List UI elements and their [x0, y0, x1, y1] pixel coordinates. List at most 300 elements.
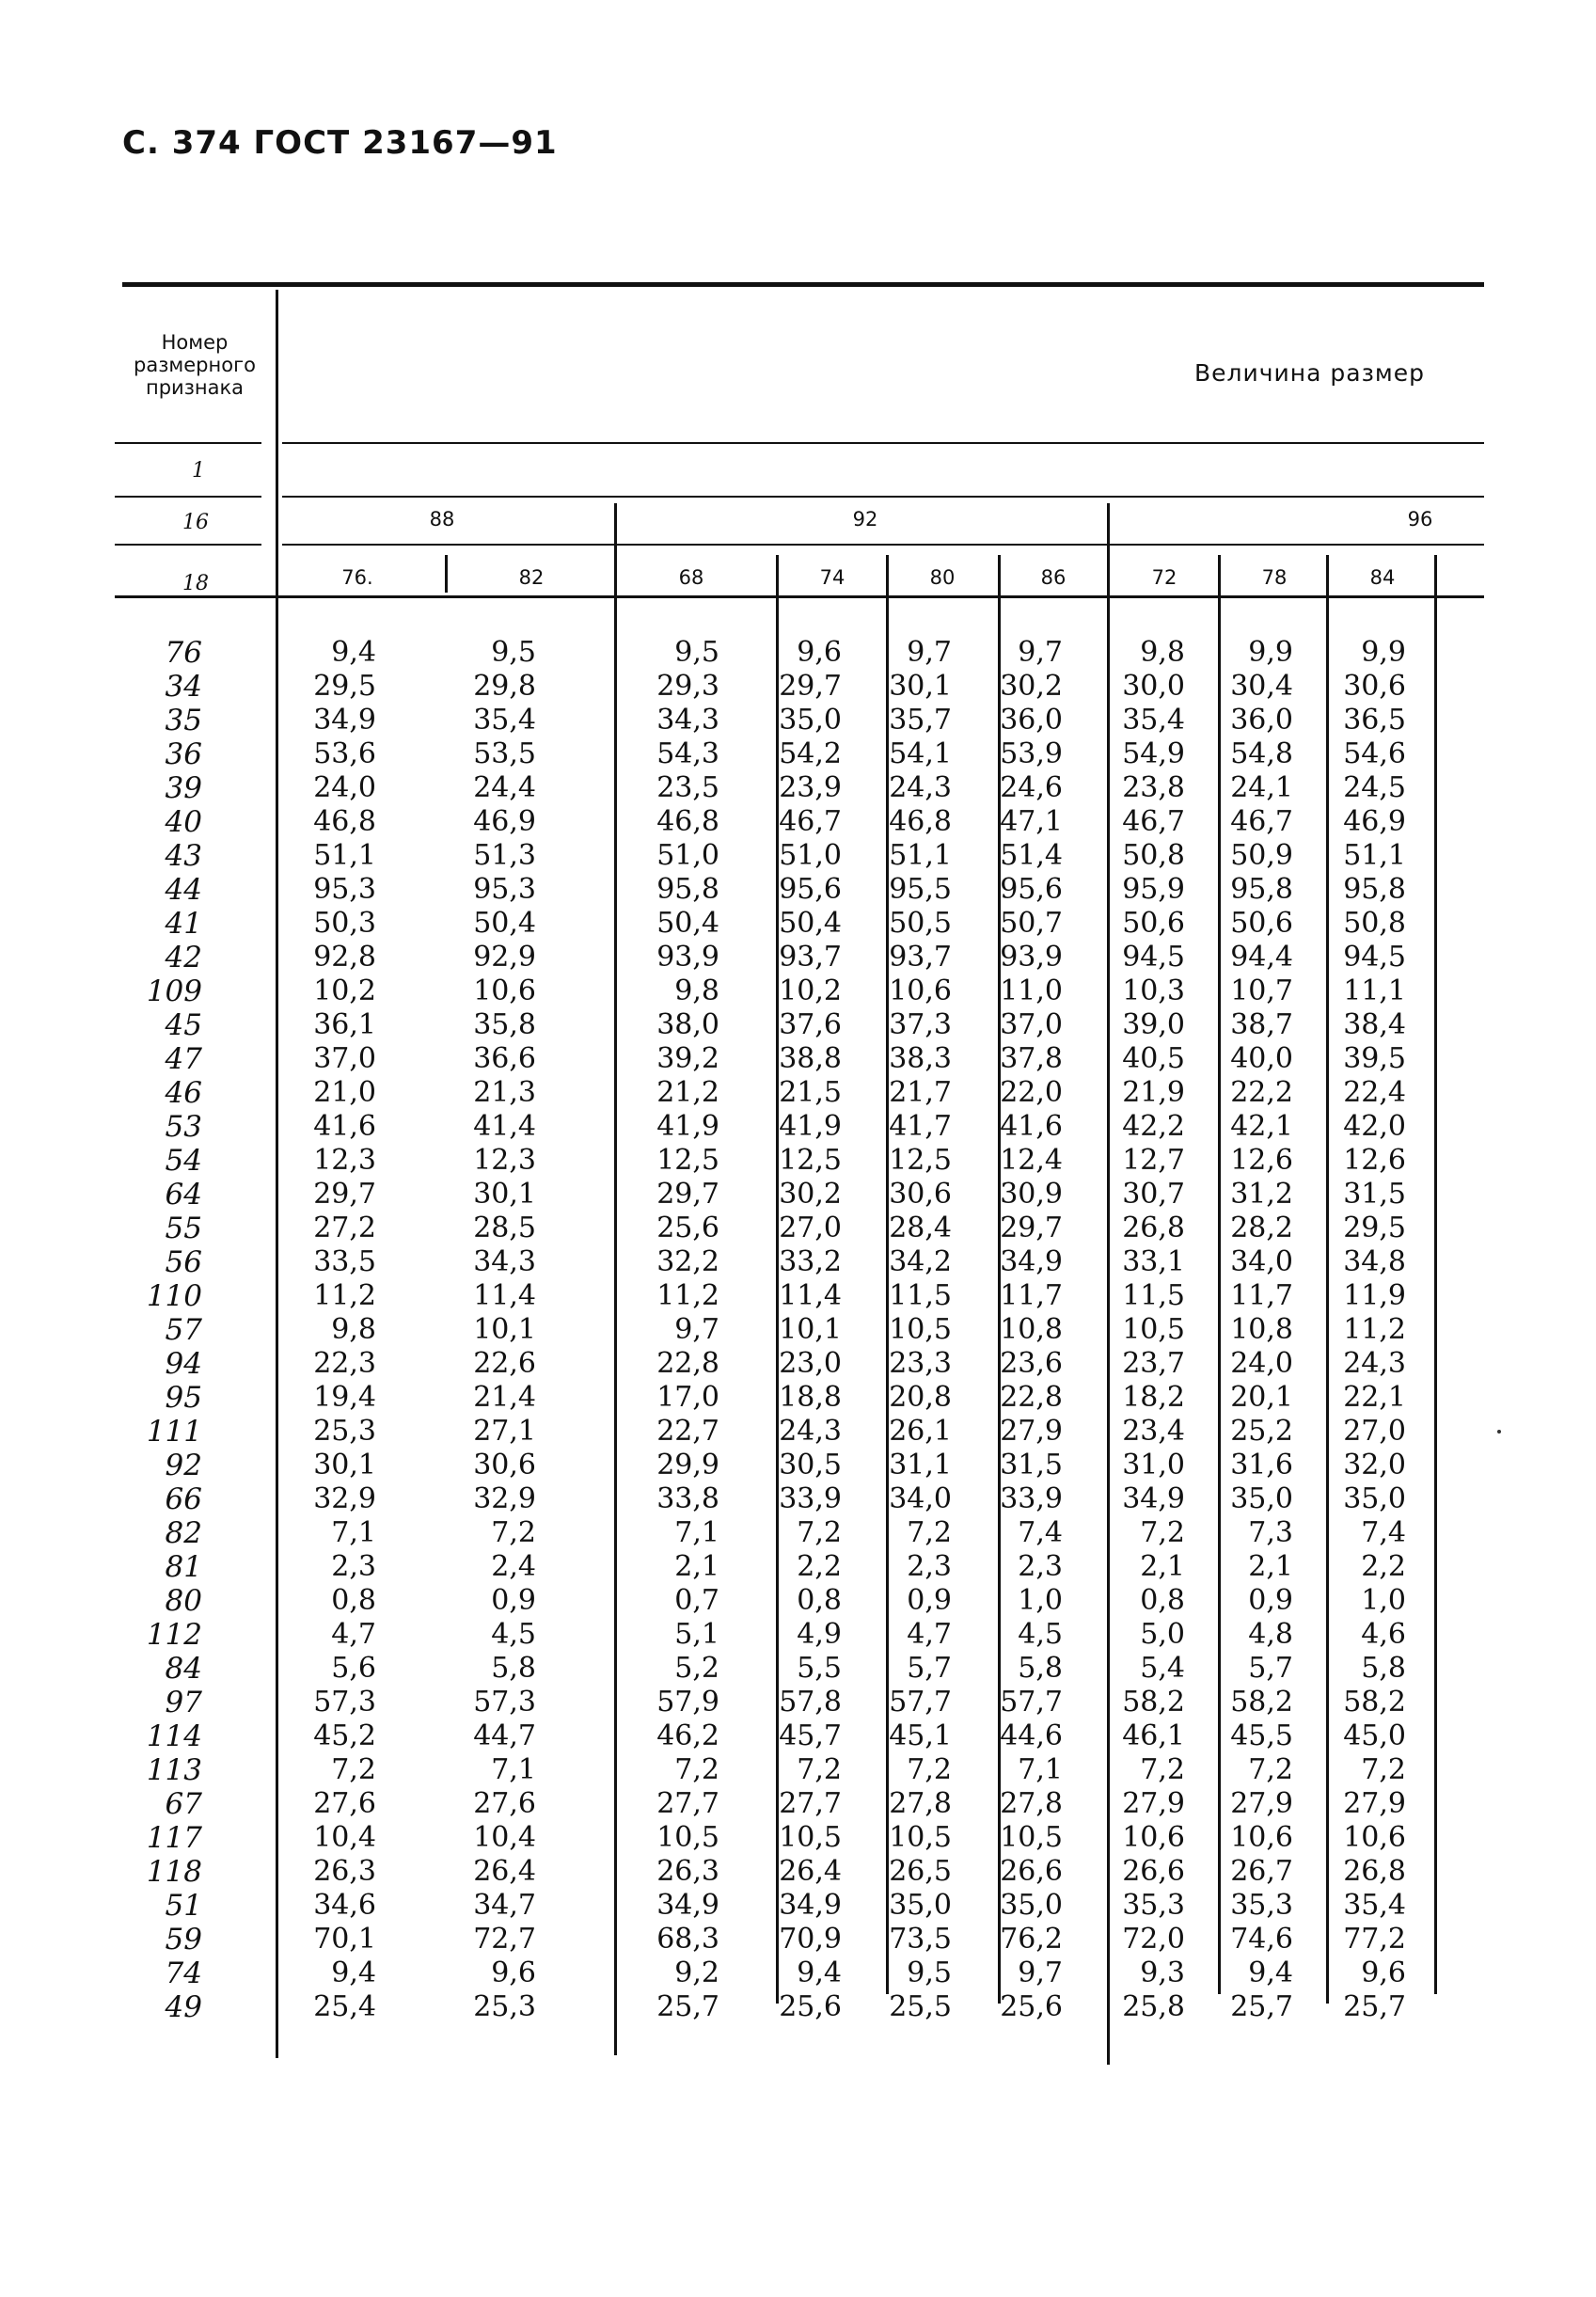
table-cell: 20,8 — [889, 1381, 952, 1414]
table-cell: 30,0 — [1122, 670, 1185, 703]
table-cell: 29,7 — [779, 670, 842, 703]
table-cell: 70,1 — [313, 1923, 376, 1956]
table-cell: 26,5 — [889, 1855, 952, 1888]
table-row — [0, 1144, 1596, 1178]
table-cell: 23,4 — [1122, 1415, 1185, 1448]
table-cell: 10,3 — [1122, 974, 1185, 1007]
table-cell: 9,8 — [331, 1313, 376, 1346]
row-number: 112 — [146, 1618, 202, 1652]
table-cell: 25,3 — [473, 1990, 536, 2023]
table-cell: 24,3 — [889, 771, 952, 804]
table-row — [0, 1212, 1596, 1245]
header-label-16: 16 — [182, 511, 209, 534]
table-cell: 95,8 — [1230, 873, 1293, 906]
table-cell: 30,5 — [779, 1449, 842, 1481]
table-cell: 51,1 — [313, 839, 376, 872]
table-cell: 34,9 — [1122, 1482, 1185, 1515]
table-cell: 23,5 — [656, 771, 719, 804]
table-cell: 5,8 — [491, 1652, 536, 1685]
table-cell: 12,3 — [473, 1144, 536, 1177]
table-cell: 5,7 — [907, 1652, 952, 1685]
table-cell: 34,0 — [1230, 1245, 1293, 1278]
table-cell: 35,4 — [1122, 704, 1185, 737]
table-cell: 0,9 — [491, 1584, 536, 1617]
table-row — [0, 1550, 1596, 1584]
table-cell: 50,4 — [656, 907, 719, 940]
table-cell: 9,5 — [491, 636, 536, 669]
table-cell: 29,8 — [473, 670, 536, 703]
table-cell: 45,1 — [889, 1719, 952, 1752]
table-cell: 34,3 — [656, 704, 719, 737]
table-cell: 32,9 — [313, 1482, 376, 1515]
table-cell: 27,7 — [656, 1787, 719, 1820]
table-cell: 58,2 — [1122, 1686, 1185, 1719]
table-cell: 28,4 — [889, 1212, 952, 1244]
table-cell: 10,5 — [889, 1821, 952, 1854]
table-cell: 37,6 — [779, 1008, 842, 1041]
row-number: 81 — [165, 1550, 202, 1584]
table-cell: 29,7 — [656, 1178, 719, 1211]
table-cell: 25,7 — [1230, 1990, 1293, 2023]
group-label-96: 96 — [1407, 508, 1433, 531]
table-cell: 30,1 — [313, 1449, 376, 1481]
table-cell: 9,9 — [1361, 636, 1406, 669]
table-cell: 9,6 — [1361, 1956, 1406, 1989]
table-cell: 42,0 — [1343, 1110, 1406, 1143]
table-row — [0, 771, 1596, 805]
table-cell: 41,7 — [889, 1110, 952, 1143]
table-cell: 9,3 — [1140, 1956, 1185, 1989]
column-title: Номер размерного признака — [134, 331, 256, 399]
row-number: 76 — [165, 636, 202, 670]
row-number: 117 — [146, 1821, 202, 1855]
table-cell: 21,2 — [656, 1076, 719, 1109]
table-row — [0, 805, 1596, 839]
table-cell: 41,9 — [656, 1110, 719, 1143]
table-cell: 32,9 — [473, 1482, 536, 1515]
table-cell: 10,8 — [1000, 1313, 1063, 1346]
table-cell: 33,5 — [313, 1245, 376, 1278]
table-cell: 22,4 — [1343, 1076, 1406, 1109]
table-cell: 41,6 — [313, 1110, 376, 1143]
table-cell: 30,7 — [1122, 1178, 1185, 1211]
table-cell: 27,6 — [313, 1787, 376, 1820]
table-cell: 5,6 — [331, 1652, 376, 1685]
page-header: С. 374 ГОСТ 23167—91 — [122, 124, 558, 162]
table-cell: 92,9 — [473, 941, 536, 974]
table-cell: 2,1 — [1140, 1550, 1185, 1583]
table-cell: 32,0 — [1343, 1449, 1406, 1481]
table-cell: 26,6 — [1122, 1855, 1185, 1888]
table-row — [0, 1753, 1596, 1787]
table-cell: 76,2 — [1000, 1923, 1063, 1956]
table-cell: 21,7 — [889, 1076, 952, 1109]
table-cell: 26,4 — [779, 1855, 842, 1888]
table-cell: 50,8 — [1343, 907, 1406, 940]
table-cell: 95,3 — [473, 873, 536, 906]
table-cell: 57,7 — [889, 1686, 952, 1719]
table-cell: 30,2 — [1000, 670, 1063, 703]
table-cell: 4,8 — [1248, 1618, 1293, 1651]
table-cell: 11,2 — [656, 1279, 719, 1312]
table-cell: 11,1 — [1343, 974, 1406, 1007]
row-number: 56 — [165, 1245, 202, 1279]
table-cell: 12,5 — [656, 1144, 719, 1177]
row-number: 40 — [165, 805, 202, 839]
table-cell: 24,3 — [1343, 1347, 1406, 1380]
table-cell: 30,9 — [1000, 1178, 1063, 1211]
table-cell: 23,3 — [889, 1347, 952, 1380]
table-cell: 0,7 — [674, 1584, 719, 1617]
table-cell: 0,8 — [1140, 1584, 1185, 1617]
table-cell: 93,7 — [779, 941, 842, 974]
header-label-18: 18 — [182, 572, 209, 595]
table-cell: 25,7 — [1343, 1990, 1406, 2023]
table-cell: 22,2 — [1230, 1076, 1293, 1109]
table-cell: 11,0 — [1000, 974, 1063, 1007]
table-cell: 50,3 — [313, 907, 376, 940]
table-cell: 46,1 — [1122, 1719, 1185, 1752]
table-cell: 5,8 — [1361, 1652, 1406, 1685]
table-cell: 50,5 — [889, 907, 952, 940]
table-row — [0, 704, 1596, 737]
row-number: 110 — [146, 1279, 202, 1313]
table-cell: 31,0 — [1122, 1449, 1185, 1481]
table-cell: 38,8 — [779, 1042, 842, 1075]
table-cell: 51,4 — [1000, 839, 1063, 872]
table-cell: 4,7 — [331, 1618, 376, 1651]
table-cell: 38,4 — [1343, 1008, 1406, 1041]
table-cell: 10,2 — [313, 974, 376, 1007]
row-number: 67 — [165, 1787, 202, 1821]
table-cell: 35,7 — [889, 704, 952, 737]
table-cell: 35,0 — [1230, 1482, 1293, 1515]
table-cell: 9,4 — [331, 636, 376, 669]
table-row — [0, 941, 1596, 974]
table-cell: 39,5 — [1343, 1042, 1406, 1075]
table-cell: 5,0 — [1140, 1618, 1185, 1651]
table-cell: 11,4 — [473, 1279, 536, 1312]
table-cell: 36,6 — [473, 1042, 536, 1075]
header-rule-3b — [282, 544, 1484, 546]
table-row — [0, 670, 1596, 704]
table-cell: 2,2 — [1361, 1550, 1406, 1583]
table-cell: 35,0 — [1000, 1889, 1063, 1922]
table-cell: 22,1 — [1343, 1381, 1406, 1414]
table-cell: 40,0 — [1230, 1042, 1293, 1075]
table-cell: 46,9 — [473, 805, 536, 838]
table-cell: 5,7 — [1248, 1652, 1293, 1685]
row-number: 82 — [165, 1516, 202, 1550]
table-cell: 9,6 — [491, 1956, 536, 1989]
table-row — [0, 1990, 1596, 2024]
table-cell: 29,7 — [313, 1178, 376, 1211]
table-cell: 31,5 — [1000, 1449, 1063, 1481]
table-cell: 10,4 — [313, 1821, 376, 1854]
header-rule-2b — [282, 496, 1484, 498]
table-cell: 4,5 — [491, 1618, 536, 1651]
table-cell: 37,8 — [1000, 1042, 1063, 1075]
table-cell: 54,9 — [1122, 737, 1185, 770]
table-cell: 54,6 — [1343, 737, 1406, 770]
table-cell: 11,9 — [1343, 1279, 1406, 1312]
table-cell: 27,8 — [889, 1787, 952, 1820]
row-number: 64 — [165, 1178, 202, 1212]
table-cell: 10,1 — [473, 1313, 536, 1346]
table-cell: 7,2 — [1361, 1753, 1406, 1786]
subcolumn-label: 68 — [678, 566, 704, 589]
table-cell: 34,9 — [1000, 1245, 1063, 1278]
table-cell: 21,5 — [779, 1076, 842, 1109]
table-cell: 35,8 — [473, 1008, 536, 1041]
table-cell: 35,4 — [1343, 1889, 1406, 1922]
table-cell: 5,1 — [674, 1618, 719, 1651]
table-cell: 34,9 — [313, 704, 376, 737]
table-row — [0, 1889, 1596, 1923]
table-cell: 25,5 — [889, 1990, 952, 2023]
table-cell: 45,7 — [779, 1719, 842, 1752]
table-cell: 12,6 — [1230, 1144, 1293, 1177]
table-cell: 35,4 — [473, 704, 536, 737]
table-cell: 33,9 — [1000, 1482, 1063, 1515]
table-cell: 0,8 — [797, 1584, 842, 1617]
row-number: 118 — [146, 1855, 202, 1889]
row-number: 36 — [165, 737, 202, 771]
table-cell: 12,7 — [1122, 1144, 1185, 1177]
row-number: 47 — [165, 1042, 202, 1076]
header-rule-2 — [115, 496, 261, 498]
row-number: 55 — [165, 1212, 202, 1245]
table-cell: 77,2 — [1343, 1923, 1406, 1956]
table-cell: 25,2 — [1230, 1415, 1293, 1448]
table-cell: 33,1 — [1122, 1245, 1185, 1278]
table-cell: 39,2 — [656, 1042, 719, 1075]
row-number: 80 — [165, 1584, 202, 1618]
row-number: 41 — [165, 907, 202, 941]
table-cell: 57,3 — [313, 1686, 376, 1719]
table-row — [0, 907, 1596, 941]
table-cell: 2,1 — [1248, 1550, 1293, 1583]
table-row — [0, 737, 1596, 771]
table-cell: 33,8 — [656, 1482, 719, 1515]
table-cell: 36,0 — [1230, 704, 1293, 737]
table-top-rule — [122, 282, 1484, 287]
table-cell: 38,3 — [889, 1042, 952, 1075]
row-number: 34 — [165, 670, 202, 704]
table-cell: 25,6 — [779, 1990, 842, 2023]
table-cell: 46,9 — [1343, 805, 1406, 838]
table-cell: 10,5 — [779, 1821, 842, 1854]
table-cell: 22,7 — [656, 1415, 719, 1448]
table-cell: 23,7 — [1122, 1347, 1185, 1380]
table-cell: 68,3 — [656, 1923, 719, 1956]
table-cell: 34,9 — [779, 1889, 842, 1922]
header-rule-1b — [282, 442, 1484, 444]
table-cell: 46,2 — [656, 1719, 719, 1752]
row-number: 44 — [165, 873, 202, 907]
table-cell: 2,4 — [491, 1550, 536, 1583]
table-cell: 29,5 — [1343, 1212, 1406, 1244]
table-cell: 35,0 — [889, 1889, 952, 1922]
table-cell: 7,4 — [1018, 1516, 1063, 1549]
table-cell: 12,3 — [313, 1144, 376, 1177]
table-cell: 23,6 — [1000, 1347, 1063, 1380]
subcolumn-label: 84 — [1369, 566, 1396, 589]
table-cell: 57,7 — [1000, 1686, 1063, 1719]
table-row — [0, 1313, 1596, 1347]
table-cell: 20,1 — [1230, 1381, 1293, 1414]
table-cell: 30,6 — [1343, 670, 1406, 703]
table-cell: 58,2 — [1343, 1686, 1406, 1719]
table-cell: 11,2 — [1343, 1313, 1406, 1346]
table-cell: 24,3 — [779, 1415, 842, 1448]
table-cell: 24,6 — [1000, 771, 1063, 804]
table-cell: 10,5 — [656, 1821, 719, 1854]
table-cell: 37,0 — [1000, 1008, 1063, 1041]
value-title: Величина размер — [1194, 359, 1425, 387]
table-cell: 46,8 — [656, 805, 719, 838]
row-number: 84 — [165, 1652, 202, 1686]
table-row — [0, 1178, 1596, 1212]
table-cell: 9,7 — [674, 1313, 719, 1346]
table-cell: 30,4 — [1230, 670, 1293, 703]
table-row — [0, 974, 1596, 1008]
table-cell: 10,6 — [1230, 1821, 1293, 1854]
table-cell: 11,7 — [1000, 1279, 1063, 1312]
row-number: 66 — [165, 1482, 202, 1516]
table-cell: 4,6 — [1361, 1618, 1406, 1651]
table-cell: 95,5 — [889, 873, 952, 906]
table-cell: 9,7 — [1018, 636, 1063, 669]
table-cell: 41,9 — [779, 1110, 842, 1143]
table-cell: 50,6 — [1122, 907, 1185, 940]
table-row — [0, 1652, 1596, 1686]
table-cell: 51,1 — [1343, 839, 1406, 872]
table-row — [0, 1821, 1596, 1855]
table-cell: 24,1 — [1230, 771, 1293, 804]
table-cell: 22,0 — [1000, 1076, 1063, 1109]
table-cell: 36,1 — [313, 1008, 376, 1041]
table-cell: 10,5 — [889, 1313, 952, 1346]
row-number: 74 — [165, 1956, 202, 1990]
table-cell: 95,6 — [1000, 873, 1063, 906]
table-cell: 46,7 — [779, 805, 842, 838]
table-cell: 73,5 — [889, 1923, 952, 1956]
table-row — [0, 1516, 1596, 1550]
table-cell: 28,5 — [473, 1212, 536, 1244]
subcolumn-label: 86 — [1040, 566, 1067, 589]
table-cell: 2,3 — [907, 1550, 952, 1583]
table-cell: 17,0 — [656, 1381, 719, 1414]
table-cell: 50,8 — [1122, 839, 1185, 872]
table-cell: 7,1 — [331, 1516, 376, 1549]
table-cell: 9,6 — [797, 636, 842, 669]
table-cell: 9,4 — [1248, 1956, 1293, 1989]
table-cell: 19,4 — [313, 1381, 376, 1414]
table-cell: 0,9 — [907, 1584, 952, 1617]
table-cell: 46,7 — [1230, 805, 1293, 838]
table-cell: 46,8 — [889, 805, 952, 838]
table-row — [0, 839, 1596, 873]
table-cell: 1,0 — [1361, 1584, 1406, 1617]
table-cell: 95,9 — [1122, 873, 1185, 906]
table-row — [0, 1245, 1596, 1279]
table-row — [0, 1482, 1596, 1516]
table-cell: 25,3 — [313, 1415, 376, 1448]
table-cell: 93,9 — [1000, 941, 1063, 974]
table-cell: 57,8 — [779, 1686, 842, 1719]
table-cell: 11,5 — [889, 1279, 952, 1312]
table-cell: 7,2 — [1140, 1516, 1185, 1549]
subcolumn-label: 78 — [1261, 566, 1288, 589]
table-row — [0, 1686, 1596, 1719]
table-cell: 72,0 — [1122, 1923, 1185, 1956]
row-number: 45 — [165, 1008, 202, 1042]
row-number: 109 — [146, 974, 202, 1008]
table-cell: 53,6 — [313, 737, 376, 770]
table-cell: 7,1 — [491, 1753, 536, 1786]
table-cell: 5,2 — [674, 1652, 719, 1685]
table-cell: 30,1 — [889, 670, 952, 703]
table-row — [0, 1381, 1596, 1415]
table-cell: 28,2 — [1230, 1212, 1293, 1244]
table-cell: 27,9 — [1122, 1787, 1185, 1820]
table-cell: 46,7 — [1122, 805, 1185, 838]
table-cell: 93,7 — [889, 941, 952, 974]
table-cell: 26,4 — [473, 1855, 536, 1888]
subcolumn-label: 74 — [819, 566, 845, 589]
row-number: 97 — [165, 1686, 202, 1719]
table-cell: 24,0 — [313, 771, 376, 804]
table-cell: 21,9 — [1122, 1076, 1185, 1109]
table-cell: 0,9 — [1248, 1584, 1293, 1617]
table-cell: 47,1 — [1000, 805, 1063, 838]
table-row — [0, 1787, 1596, 1821]
row-number: 114 — [146, 1719, 202, 1753]
row-number: 92 — [165, 1449, 202, 1482]
table-cell: 54,8 — [1230, 737, 1293, 770]
table-cell: 36,0 — [1000, 704, 1063, 737]
group-label-92: 92 — [852, 508, 878, 531]
table-cell: 4,5 — [1018, 1618, 1063, 1651]
table-cell: 2,2 — [797, 1550, 842, 1583]
table-cell: 57,9 — [656, 1686, 719, 1719]
row-number: 94 — [165, 1347, 202, 1381]
table-cell: 46,8 — [313, 805, 376, 838]
table-cell: 4,9 — [797, 1618, 842, 1651]
table-cell: 29,5 — [313, 670, 376, 703]
table-row — [0, 1618, 1596, 1652]
table-cell: 27,9 — [1000, 1415, 1063, 1448]
table-cell: 27,7 — [779, 1787, 842, 1820]
row-number: 57 — [165, 1313, 202, 1347]
table-cell: 42,1 — [1230, 1110, 1293, 1143]
table-cell: 27,9 — [1343, 1787, 1406, 1820]
table-cell: 51,0 — [656, 839, 719, 872]
table-cell: 12,5 — [779, 1144, 842, 1177]
table-cell: 24,4 — [473, 771, 536, 804]
table-cell: 27,9 — [1230, 1787, 1293, 1820]
table-cell: 24,5 — [1343, 771, 1406, 804]
table-cell: 27,8 — [1000, 1787, 1063, 1820]
table-cell: 7,2 — [797, 1516, 842, 1549]
table-cell: 25,6 — [1000, 1990, 1063, 2023]
table-cell: 32,2 — [656, 1245, 719, 1278]
row-number: 113 — [146, 1753, 202, 1787]
table-cell: 21,3 — [473, 1076, 536, 1109]
table-row — [0, 1008, 1596, 1042]
table-row — [0, 1923, 1596, 1956]
